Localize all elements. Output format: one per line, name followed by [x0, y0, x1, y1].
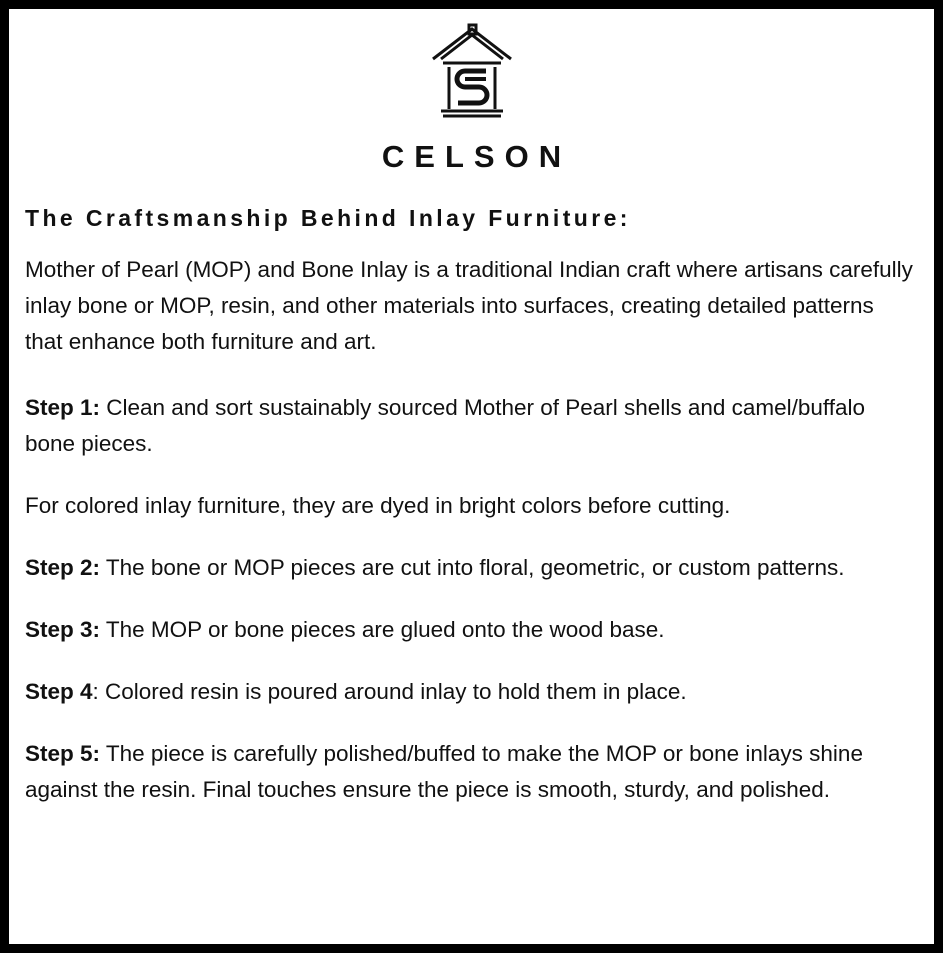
brand-name: CELSON — [381, 139, 572, 174]
step-text-4: The MOP or bone pieces are glued onto the wood base. — [100, 617, 665, 642]
step-paragraph-6 — [25, 736, 915, 808]
step-label-1: Step 1: — [25, 395, 101, 420]
step-label-5: Step 4 — [25, 679, 93, 704]
step-label-3: Step 2: — [25, 555, 101, 580]
body-copy — [25, 252, 918, 808]
step-label-4: Step 3: — [25, 617, 101, 642]
brand-header — [25, 19, 918, 175]
step-paragraph-5 — [25, 674, 915, 710]
page-title: The Craftsmanship Behind Inlay Furniture: — [25, 205, 631, 231]
step-paragraph-2 — [25, 488, 915, 524]
house-monogram-logo-icon — [429, 23, 515, 123]
step-text-3: The bone or MOP pieces are cut into floral, geometric, or custom patterns. — [100, 555, 845, 580]
step-paragraph-1 — [25, 390, 915, 462]
step-text-1: Clean and sort sustainably sourced Mother of Pearl shells and camel/buffalo bone pieces. — [25, 395, 866, 456]
step-paragraph-4 — [25, 612, 915, 648]
step-text-6: The piece is carefully polished/buffed to make the MOP or bone inlays shine against the resin. Final touches ensure the piece is smooth, sturdy, and polished. — [25, 741, 863, 802]
step-label-6: Step 5: — [25, 741, 101, 766]
intro-paragraph: Mother of Pearl (MOP) and Bone Inlay is a traditional Indian craft where artisans carefully inlay bone or MOP, resin, and other materials into surfaces, creating detailed patterns that enhance both furniture and art. — [25, 257, 913, 354]
step-text-5: : Colored resin is poured around inlay to hold them in place. — [92, 679, 687, 704]
step-text-2: For colored inlay furniture, they are dyed in bright colors before cutting. — [25, 493, 731, 518]
step-paragraph-3 — [25, 550, 915, 586]
